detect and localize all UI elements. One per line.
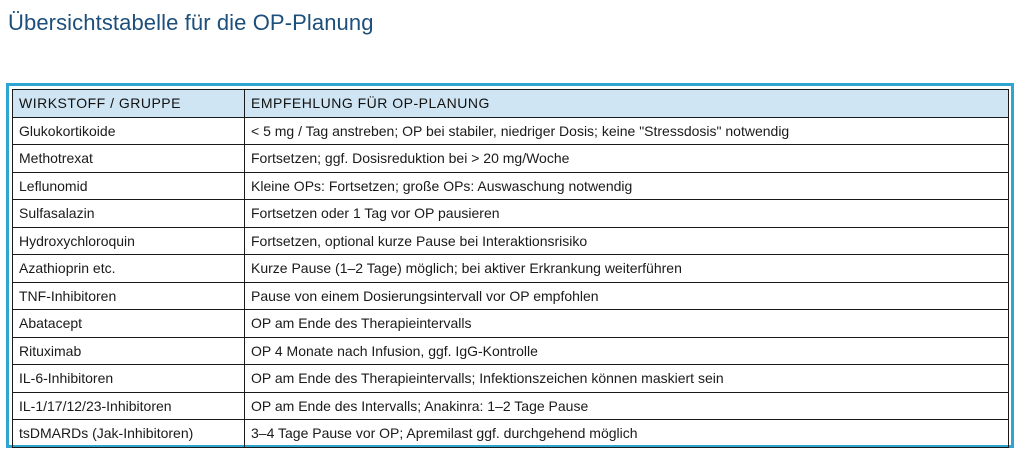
table-frame [6, 83, 1014, 448]
header-cell-substance: WIRKSTOFF / GRUPPE [13, 90, 245, 118]
table-row [13, 200, 1009, 228]
table-row [13, 117, 1009, 145]
substance-cell: IL-6-Inhibitoren [13, 365, 245, 393]
recommendation-cell: < 5 mg / Tag anstreben; OP bei stabiler, niedriger Dosis; keine "Stressdosis" notwendig [245, 117, 1009, 145]
substance-cell: Glukokortikoide [13, 117, 245, 145]
table-row [13, 172, 1009, 200]
substance-cell: IL-1/17/12/23-Inhibitoren [13, 392, 245, 420]
table-row [13, 365, 1009, 393]
recommendation-cell: OP am Ende des Intervalls; Anakinra: 1–2 Tage Pause [245, 392, 1009, 420]
recommendation-cell: Kurze Pause (1–2 Tage) möglich; bei aktiver Erkrankung weiterführen [245, 255, 1009, 283]
substance-cell: Methotrexat [13, 145, 245, 173]
recommendation-cell: OP 4 Monate nach Infusion, ggf. IgG-Kontrolle [245, 337, 1009, 365]
recommendation-cell: OP am Ende des Therapieintervalls [245, 310, 1009, 338]
table-row [13, 392, 1009, 420]
recommendation-cell: Pause von einem Dosierungsintervall vor OP empfohlen [245, 282, 1009, 310]
page-title: Übersichtstabelle für die OP-Planung [8, 10, 374, 35]
substance-cell: Sulfasalazin [13, 200, 245, 228]
recommendation-cell: 3–4 Tage Pause vor OP; Apremilast ggf. durchgehend möglich [245, 420, 1009, 448]
substance-cell: Leflunomid [13, 172, 245, 200]
table-header-row [13, 90, 1009, 118]
header-cell-recommendation: EMPFEHLUNG FÜR OP-PLANUNG [245, 90, 1009, 118]
table-row [13, 420, 1009, 448]
substance-cell: Rituximab [13, 337, 245, 365]
table-row [13, 282, 1009, 310]
table-row [13, 227, 1009, 255]
recommendation-cell: OP am Ende des Therapieintervalls; Infektionszeichen können maskiert sein [245, 365, 1009, 393]
substance-cell: TNF-Inhibitoren [13, 282, 245, 310]
recommendation-cell: Fortsetzen oder 1 Tag vor OP pausieren [245, 200, 1009, 228]
substance-cell: tsDMARDs (Jak-Inhibitoren) [13, 420, 245, 448]
overview-table [12, 89, 1009, 448]
table-row [13, 145, 1009, 173]
table-row [13, 310, 1009, 338]
recommendation-cell: Fortsetzen, optional kurze Pause bei Interaktionsrisiko [245, 227, 1009, 255]
recommendation-cell: Kleine OPs: Fortsetzen; große OPs: Auswaschung notwendig [245, 172, 1009, 200]
substance-cell: Azathioprin etc. [13, 255, 245, 283]
table-row [13, 255, 1009, 283]
substance-cell: Hydroxychloroquin [13, 227, 245, 255]
substance-cell: Abatacept [13, 310, 245, 338]
table-row [13, 337, 1009, 365]
recommendation-cell: Fortsetzen; ggf. Dosisreduktion bei > 20 mg/Woche [245, 145, 1009, 173]
